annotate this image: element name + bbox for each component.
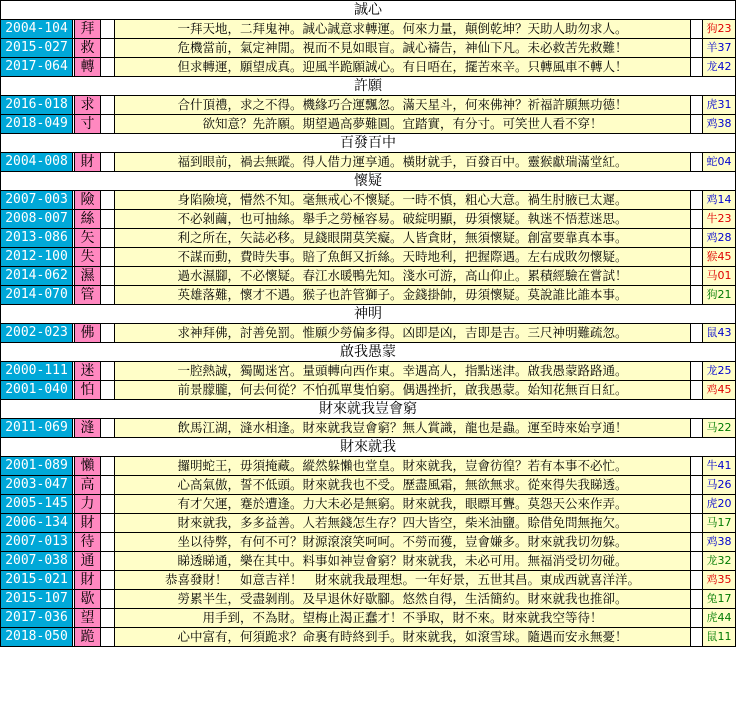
spacer [101,153,115,171]
spacer [691,362,703,380]
spacer [101,552,115,570]
entry-character: 待 [75,533,101,551]
spacer [101,58,115,76]
zodiac-tag: 鸡28 [703,229,736,247]
spacer [101,39,115,57]
entry-id[interactable]: 2000-111 [1,362,73,380]
entry-id[interactable]: 2008-007 [1,210,73,228]
spacer [691,191,703,209]
table-row [1,381,736,400]
entry-id[interactable]: 2013-086 [1,229,73,247]
zodiac-tag: 虎20 [703,495,736,513]
spacer [101,229,115,247]
spacer [691,457,703,475]
section-header: 財來就我豈會窮 [1,400,736,419]
zodiac-tag: 鸡35 [703,571,736,589]
zodiac-tag: 羊37 [703,39,736,57]
spacer [691,229,703,247]
spacer [101,533,115,551]
zodiac-tag: 狗21 [703,286,736,304]
section-header: 懷疑 [1,172,736,191]
zodiac-tag: 马17 [703,514,736,532]
spacer [101,96,115,114]
spacer [101,495,115,513]
entry-verse: 心中富有，何須跪求？命裏有時終到手。財來就我，如滾雪球。隨遇而安永無憂！ [115,628,691,646]
spacer [101,20,115,38]
spacer [101,590,115,608]
section-header: 百發百中 [1,134,736,153]
spacer [101,628,115,646]
table-row [1,191,736,210]
entry-verse: 一腔熱誠，獨闖迷宮。量頭轉向西作東。幸遇高人，指點迷津。啟我愚蒙路路通。 [115,362,691,380]
spacer [691,628,703,646]
entry-verse: 一拜天地，二拜鬼神。誠心誠意求轉運。何來力量，顛倒乾坤？天助人助勿求人。 [115,20,691,38]
spacer [691,20,703,38]
spacer [101,381,115,399]
entry-verse: 攞明蛇王，毋須掩藏。縱然躲懶也堂皇。財來就我，豈會彷徨？若有本事不必忙。 [115,457,691,475]
spacer [691,552,703,570]
entry-verse: 但求轉運，願望成真。迎風半跪願誠心。有日唔在，擺苦來辛。只轉風車不轉人！ [115,58,691,76]
entry-id[interactable]: 2017-064 [1,58,73,76]
zodiac-tag: 猴45 [703,248,736,266]
table-row [1,153,736,172]
entry-verse: 欲知意？先許願。期望過高夢難圓。宜踏實，有分寸。可笑世人看不穿！ [115,115,691,133]
spacer [101,457,115,475]
spacer [691,210,703,228]
entry-id[interactable]: 2015-027 [1,39,73,57]
table-row [1,628,736,647]
entry-verse: 危機當前，氣定神閒。視而不見如眼盲。誠心禱告，神仙下凡。未必救苦先救難！ [115,39,691,57]
table-row [1,609,736,628]
zodiac-tag: 鼠43 [703,324,736,342]
entry-character: 漨 [75,419,101,437]
entry-character: 拜 [75,20,101,38]
spacer [101,609,115,627]
table-row [1,533,736,552]
table-row [1,324,736,343]
entry-id[interactable]: 2018-050 [1,628,73,646]
entry-verse: 不謀而動，費時失事。賠了魚餌又折絲。天時地利，把握際遇。左右成敗勿懷疑。 [115,248,691,266]
table-row [1,115,736,134]
spacer [691,609,703,627]
entry-character: 高 [75,476,101,494]
section-header: 啟我愚蒙 [1,343,736,362]
entry-id[interactable]: 2016-018 [1,96,73,114]
zodiac-tag: 鸡38 [703,533,736,551]
spacer [691,381,703,399]
zodiac-tag: 蛇04 [703,153,736,171]
entry-character: 濕 [75,267,101,285]
entry-character: 救 [75,39,101,57]
entry-id[interactable]: 2014-070 [1,286,73,304]
zodiac-tag: 鸡14 [703,191,736,209]
spacer [691,286,703,304]
entry-character: 管 [75,286,101,304]
entry-id[interactable]: 2006-134 [1,514,73,532]
entry-id[interactable]: 2007-038 [1,552,73,570]
entry-verse: 不必剝繭，也可抽絲。舉手之勞極容易。破綻明顯，毋須懷疑。執迷不悟惹迷思。 [115,210,691,228]
entry-verse: 利之所在，矢誌必移。見錢眼開莫笑癡。人皆貪財，無須懷疑。創富要靠真本事。 [115,229,691,247]
table-row [1,58,736,77]
entry-verse: 合什頂禮，求之不得。機緣巧合運飄忽。滿天星斗，何來佛神？祈福許願無功德！ [115,96,691,114]
table-row [1,248,736,267]
spacer [101,248,115,266]
table-row [1,552,736,571]
section-header: 神明 [1,305,736,324]
spacer [691,514,703,532]
table-row [1,571,736,590]
table-row [1,286,736,305]
entry-id[interactable]: 2015-107 [1,590,73,608]
entry-id[interactable]: 2011-069 [1,419,73,437]
table-row [1,96,736,115]
table-row [1,20,736,39]
table-row [1,457,736,476]
spacer [691,495,703,513]
entry-verse: 福到眼前，禍去無蹤。得人借力運享通。橫財就手，百發百中。靈猴獻瑞滿堂紅。 [115,153,691,171]
spacer [691,39,703,57]
zodiac-tag: 龙25 [703,362,736,380]
entry-id[interactable]: 2004-008 [1,153,73,171]
spacer [101,115,115,133]
zodiac-tag: 马22 [703,419,736,437]
entry-verse: 財來就我，多多益善。人若無錢怎生存？四大皆空，柴米油鹽。賒借免問無拖欠。 [115,514,691,532]
table-row [1,210,736,229]
table-row [1,590,736,609]
zodiac-tag: 鸡45 [703,381,736,399]
zodiac-tag: 鼠11 [703,628,736,646]
spacer [101,476,115,494]
entry-id[interactable]: 2007-003 [1,191,73,209]
table-row [1,476,736,495]
entry-id[interactable]: 2001-040 [1,381,73,399]
zodiac-tag: 狗23 [703,20,736,38]
entry-verse: 恭喜發財！ 如意吉祥！ 財來就我最理想。一年好景，五世其昌。東成西就喜洋洋。 [115,571,691,589]
spacer [101,362,115,380]
entry-id[interactable]: 2001-089 [1,457,73,475]
entry-verse: 坐以待弊，有何不可？財源滾滾笑呵呵。不勞而獲，豈會嫌多。財來就我切勿躲。 [115,533,691,551]
entry-verse: 用手到，不為財。望梅止渴正蠢才！不爭取，財不來。財來就我空等待！ [115,609,691,627]
spacer [101,324,115,342]
entry-id[interactable]: 2014-062 [1,267,73,285]
table-row [1,229,736,248]
section-header: 許願 [1,77,736,96]
zodiac-tag: 龙42 [703,58,736,76]
entry-id[interactable]: 2002-023 [1,324,73,342]
table-row [1,495,736,514]
entry-character: 失 [75,248,101,266]
entry-verse: 勞累半生，受盡剝削。及早退休好歇腳。悠然自得，生活簡約。財來就我也推卻。 [115,590,691,608]
section-header: 財來就我 [1,438,736,457]
zodiac-tag: 马01 [703,267,736,285]
table-row [1,362,736,381]
table-row [1,419,736,438]
entry-id[interactable]: 2007-013 [1,533,73,551]
zodiac-tag: 牛23 [703,210,736,228]
entry-character: 佛 [75,324,101,342]
table-row [1,514,736,533]
entry-character: 財 [75,571,101,589]
entry-id[interactable]: 2017-036 [1,609,73,627]
entry-verse: 過水濕腳，不必懷疑。春江水暖鴨先知。淺水可游，高山仰止。累積經驗在嘗試！ [115,267,691,285]
spacer [691,590,703,608]
entry-character: 求 [75,96,101,114]
entry-id[interactable]: 2018-049 [1,115,73,133]
entry-verse: 前景朦朧，何去何從？不怕孤單隻怕窮。偶遇挫折，啟我愚蒙。始知花無百日紅。 [115,381,691,399]
entry-verse: 飲馬江湖，漨水相逢。財來就我豈會窮？無人賞識，龍也是蟲。運至時來始亨通！ [115,419,691,437]
spacer [101,571,115,589]
zodiac-tag: 牛41 [703,457,736,475]
spacer [691,533,703,551]
spacer [101,286,115,304]
spacer [691,571,703,589]
entry-id[interactable]: 2015-021 [1,571,73,589]
entry-character: 險 [75,191,101,209]
spacer [691,267,703,285]
zodiac-tag: 兔17 [703,590,736,608]
spacer [101,419,115,437]
spacer [691,419,703,437]
entry-verse: 英雄落難，懷才不遇。猴子也許管獅子。金錢掛帥，毋須懷疑。莫說誰比誰本事。 [115,286,691,304]
entry-verse: 有才欠運，蹇於遭逢。力大未必是無窮。財來就我，眼瞟耳聾。莫怨天公來作弄。 [115,495,691,513]
spacer [691,153,703,171]
table-row [1,267,736,286]
entry-character: 望 [75,609,101,627]
entry-character: 力 [75,495,101,513]
entry-character: 通 [75,552,101,570]
spacer [101,267,115,285]
spacer [691,96,703,114]
zodiac-tag: 虎44 [703,609,736,627]
zodiac-tag: 虎31 [703,96,736,114]
spacer [691,115,703,133]
entry-character: 怕 [75,381,101,399]
entry-character: 歇 [75,590,101,608]
spacer [691,476,703,494]
entry-verse: 求神拜佛，討善免罰。惟願少勞偏多得。凶即是凶，吉即是吉。三尺神明難疏忽。 [115,324,691,342]
table-row [1,39,736,58]
entry-id[interactable]: 2003-047 [1,476,73,494]
zodiac-tag: 马26 [703,476,736,494]
entry-id[interactable]: 2005-145 [1,495,73,513]
entry-verse: 心高氣傲，誓不低頭。財來就我也不受。歷盡風霜，無欲無求。從來得失我睇透。 [115,476,691,494]
spacer [101,210,115,228]
entry-character: 迷 [75,362,101,380]
spacer [691,324,703,342]
spacer [101,191,115,209]
entry-verse: 睇透睇通，樂在其中。料事如神豈會窮？財來就我，未必可用。無福消受切勿碰。 [115,552,691,570]
entry-character: 矢 [75,229,101,247]
section-header: 誠心 [1,1,736,20]
spacer [101,514,115,532]
entry-character: 跪 [75,628,101,646]
spacer [691,248,703,266]
entry-character: 財 [75,514,101,532]
entry-character: 懶 [75,457,101,475]
entry-character: 財 [75,153,101,171]
spacer [691,58,703,76]
entry-verse: 身陷險境，懵然不知。毫無戒心不懷疑。一時不慎，粗心大意。禍生肘腋已太遲。 [115,191,691,209]
entry-character: 轉 [75,58,101,76]
zodiac-tag: 鸡38 [703,115,736,133]
entry-id[interactable]: 2012-100 [1,248,73,266]
zodiac-tag: 龙32 [703,552,736,570]
entry-character: 寸 [75,115,101,133]
entry-id[interactable]: 2004-104 [1,20,73,38]
entry-character: 絲 [75,210,101,228]
